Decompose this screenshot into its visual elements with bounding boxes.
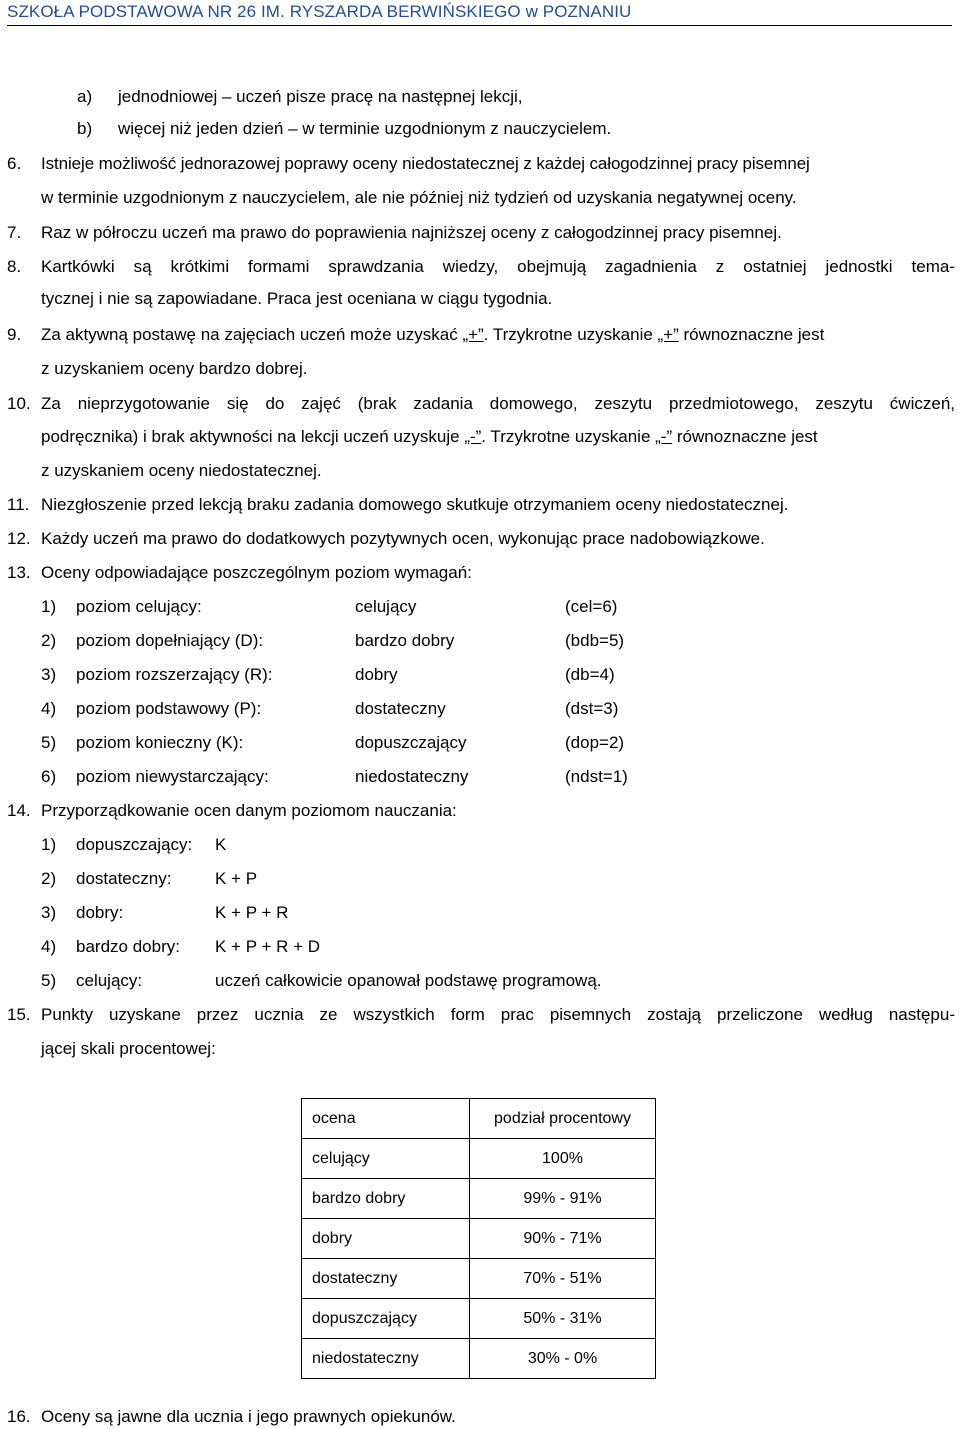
- table-cell: dopuszczający: [302, 1299, 470, 1339]
- table-cell: 99% - 91%: [470, 1179, 656, 1219]
- column-header: ocena: [302, 1099, 470, 1139]
- table-row: [302, 1299, 656, 1339]
- table-cell: 30% - 0%: [470, 1339, 656, 1379]
- table-cell: dostateczny: [302, 1259, 470, 1299]
- table-cell: bardzo dobry: [302, 1179, 470, 1219]
- table-row: [302, 1139, 656, 1179]
- table-cell: dobry: [302, 1219, 470, 1259]
- table-row: [302, 1259, 656, 1299]
- plus-sign: „+”: [657, 325, 679, 344]
- school-name: SZKOŁA PODSTAWOWA NR 26 IM. RYSZARDA BERWIŃSKIEGO w POZNANIU: [7, 2, 632, 21]
- table-row: [302, 1219, 656, 1259]
- column-header: podział procentowy: [470, 1099, 656, 1139]
- table-row: [302, 1179, 656, 1219]
- table-cell: 70% - 51%: [470, 1259, 656, 1299]
- grading-scale-table: [301, 1098, 656, 1379]
- minus-sign: „-”: [464, 427, 482, 446]
- page-header: [7, 2, 952, 26]
- table-cell: 50% - 31%: [470, 1299, 656, 1339]
- table-cell: 90% - 71%: [470, 1219, 656, 1259]
- minus-sign: „-”: [655, 427, 673, 446]
- table-row: [302, 1339, 656, 1379]
- table-header-row: [302, 1099, 656, 1139]
- table-cell: 100%: [470, 1139, 656, 1179]
- table-cell: celujący: [302, 1139, 470, 1179]
- plus-sign: „+”: [462, 325, 484, 344]
- table-cell: niedostateczny: [302, 1339, 470, 1379]
